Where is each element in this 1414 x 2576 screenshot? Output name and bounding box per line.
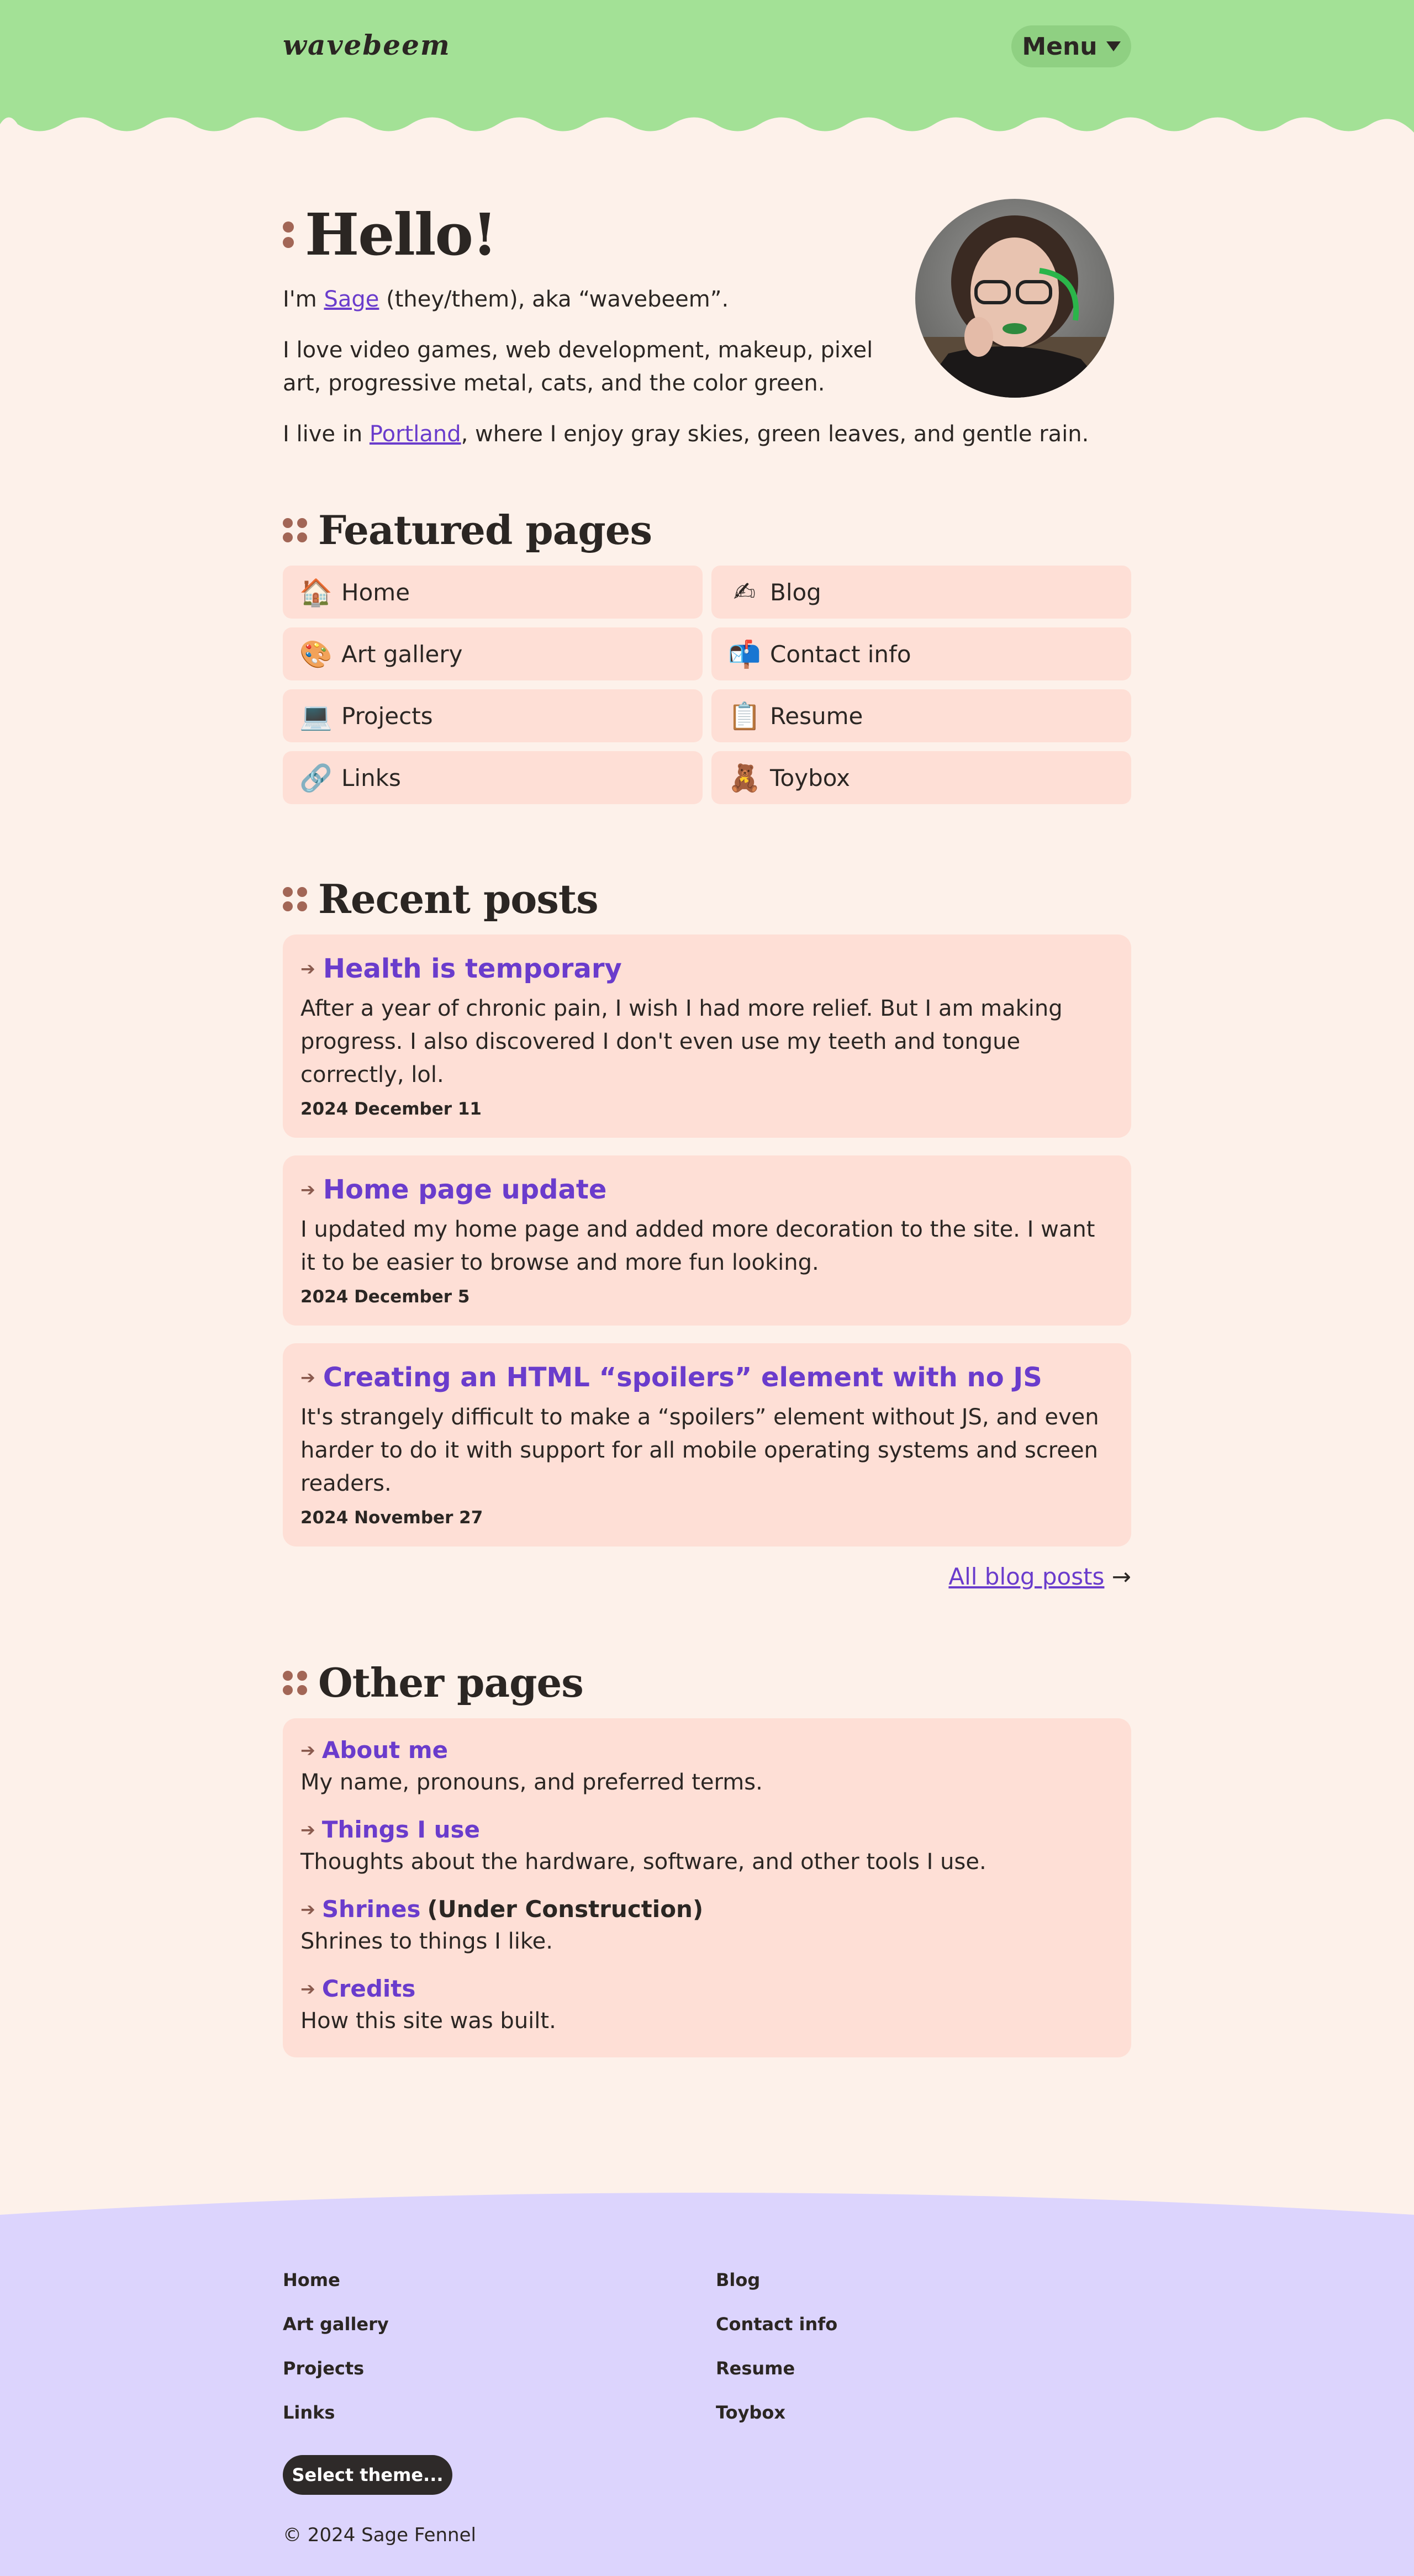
list-item-desc: My name, pronouns, and preferred terms. [300,1770,763,1795]
footer-link-art-gallery[interactable]: Art gallery [283,2314,389,2335]
post-date: 2024 December 5 [300,1287,470,1307]
post-date: 2024 December 11 [300,1099,482,1119]
featured-art-gallery[interactable]: 🎨 Art gallery [283,627,703,680]
featured-links[interactable]: 🔗 Links [283,751,703,804]
select-theme-button[interactable]: Select theme... [283,2455,452,2495]
footer-nav [283,2269,1149,2424]
footer-link-projects[interactable]: Projects [283,2358,365,2379]
list-item-desc: How this site was built. [300,2008,556,2034]
intro-line-1: I'm Sage (they/them), aka “wavebeem”. [283,287,729,312]
copyright: © 2024 Sage Fennel [283,2524,476,2546]
right-arrow-icon: ➔ [300,1367,315,1388]
featured-section [283,504,1131,804]
right-arrow-icon: → [1111,1563,1131,1590]
post-card [283,935,1131,1138]
dots-icon [283,221,294,248]
things-i-use-link[interactable]: Things I use [321,1816,480,1843]
post-date: 2024 November 27 [300,1508,483,1528]
featured-contact-info[interactable]: 📬 Contact info [711,627,1131,680]
footer-link-contact-info[interactable]: Contact info [716,2314,838,2335]
mailbox-icon: 📬 [728,638,761,670]
featured-home[interactable]: 🏠 Home [283,566,703,619]
avatar [915,199,1114,398]
portland-link[interactable]: Portland [369,421,461,447]
featured-projects[interactable]: 💻 Projects [283,689,703,742]
post-summary: It's strangely difficult to make a “spoilers” element without JS, and even harder to do it with support for all mobile operating systems and screen readers. [300,1405,1099,1496]
right-arrow-icon: ➔ [300,958,315,979]
footer-link-home[interactable]: Home [283,2269,340,2290]
post-title-link[interactable]: ➔ Health is temporary [300,951,1114,986]
header-wave-background [0,0,1414,138]
dots-icon [283,518,307,542]
list-item-desc: Shrines to things I like. [300,1929,553,1954]
site-header [0,0,1414,138]
featured-resume[interactable]: 📋 Resume [711,689,1131,742]
hello-title: Hello! [305,200,497,268]
list-item [300,1894,1114,1958]
main-content [283,199,1131,2057]
post-summary: I updated my home page and added more decoration to the site. I want it to be easier to browse and more fun looking. [300,1217,1095,1275]
all-blog-posts [283,1563,1131,1590]
writing-hand-icon: ✍ [733,577,756,608]
post-title-link[interactable]: ➔ Creating an HTML “spoilers” element with no JS [300,1360,1114,1395]
all-blog-posts-link[interactable]: All blog posts [948,1563,1105,1590]
recent-posts-section [283,873,1131,1590]
footer-link-resume[interactable]: Resume [716,2358,795,2379]
post-card [283,1155,1131,1326]
right-arrow-icon: ➔ [300,1978,315,1999]
footer-link-toybox[interactable]: Toybox [716,2402,785,2423]
link-icon: 🔗 [299,762,333,794]
avatar-photo [915,199,1114,398]
clipboard-icon: 📋 [728,700,761,732]
list-item-desc: Thoughts about the hardware, software, and other tools I use. [300,1849,986,1875]
right-arrow-icon: ➔ [300,1740,315,1761]
featured-blog[interactable]: ✍ Blog [711,566,1131,619]
teddy-bear-icon: 🧸 [728,762,761,794]
recent-posts-heading: Recent posts [283,873,1131,926]
list-item [300,1814,1114,1878]
footer-link-blog[interactable]: Blog [716,2269,761,2290]
hello-section [283,199,1131,451]
triangle-down-icon [1106,41,1121,51]
footer-link-links[interactable]: Links [283,2402,335,2423]
featured-toybox[interactable]: 🧸 Toybox [711,751,1131,804]
sage-link[interactable]: Sage [324,287,379,312]
right-arrow-icon: ➔ [300,1819,315,1840]
other-pages-section [283,1656,1131,2057]
house-icon: 🏠 [299,577,333,608]
post-summary: After a year of chronic pain, I wish I had more relief. But I am making progress. I also discovered I don't even use my teeth and tongue correctly, lol. [300,996,1063,1088]
dots-icon [283,887,307,911]
menu-button[interactable] [1011,25,1131,67]
intro-line-2: I love video games, web development, makeup, pixel art, progressive metal, cats, and the color green. [283,337,873,396]
post-title-link[interactable]: ➔ Home page update [300,1172,1114,1207]
under-construction-label: (Under Construction) [427,1896,704,1923]
post-card [283,1343,1131,1546]
about-me-link[interactable]: About me [321,1736,449,1764]
other-pages-card [283,1718,1131,2057]
list-item [300,1973,1114,2037]
featured-grid [283,566,1131,804]
intro-line-3: I live in Portland, where I enjoy gray skies, green leaves, and gentle rain. [283,421,1089,447]
menu-label: Menu [1022,32,1098,61]
credits-link[interactable]: Credits [321,1975,416,2002]
dots-icon [283,1671,307,1695]
laptop-icon: 💻 [299,700,333,732]
right-arrow-icon: ➔ [300,1179,315,1200]
site-logo[interactable]: wavebeem [283,29,451,61]
palette-icon: 🎨 [299,638,333,670]
featured-heading: Featured pages [283,504,1131,557]
site-footer [0,2193,1414,2576]
list-item [300,1735,1114,1799]
other-pages-heading: Other pages [283,1656,1131,1709]
right-arrow-icon: ➔ [300,1899,315,1920]
shrines-link[interactable]: Shrines [321,1896,421,1923]
